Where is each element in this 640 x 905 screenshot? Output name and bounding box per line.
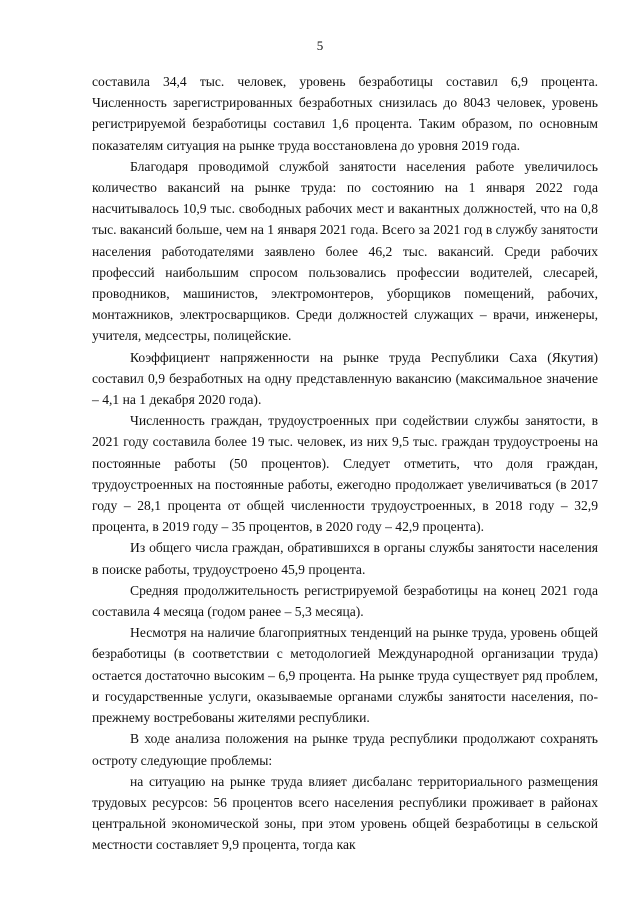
paragraph: Благодаря проводимой службой занятости населения работе увеличилось количество вакансий на рынке труда: по состоянию на 1 января 2022 года насчитывалось 10,9 тыс. свободных рабочих мест и вакантных должностей, что на 0,8 тыс. вакансий больше, чем на 1 января 2021 года. Всего за 2021 год в службу занятости населения работодателями заявлено более 46,2 тыс. вакансий. Среди рабочих профессий наибольшим спросом пользовались профессии водителей, слесарей, проводников, машинистов, электромонтеров, уборщиков помещений, рабочих, монтажников, электросварщиков. Среди должностей служащих – врачи, инженеры, учителя, медсестры, полицейские. bbox=[92, 158, 598, 344]
paragraph: Коэффициент напряженности на рынке труда Республики Саха (Якутия) составил 0,9 безработных на одну представленную вакансию (максимальное значение – 4,1 на 1 декабря 2020 года). bbox=[92, 349, 598, 408]
paragraph: на ситуацию на рынке труда влияет дисбаланс территориального размещения трудовых ресурсов: 56 процентов всего населения республики проживает в районах центральной экономической зоны, при этом уровень общей безработицы в сельской местности составляет 9,9 процента, тогда как bbox=[92, 773, 598, 853]
paragraph: В ходе анализа положения на рынке труда республики продолжают сохранять остроту следующие проблемы: bbox=[92, 731, 598, 768]
paragraph: Численность граждан, трудоустроенных при содействии службы занятости, в 2021 году составила более 19 тыс. человек, из них 9,5 тыс. граждан трудоустроены на постоянные работы (50 процентов). Следует отметить, что доля граждан, трудоустроенных на постоянные работы, ежегодно продолжает увеличиваться (в 2017 году – 28,1 процента от общей численности трудоустроенных, в 2018 году – 32,9 процента, в 2019 году – 35 процентов, в 2020 году – 42,9 процента). bbox=[92, 413, 598, 535]
paragraph: Несмотря на наличие благоприятных тенденций на рынке труда, уровень общей безработицы (в соответствии с методологией Международной организации труда) остается достаточно высоким – 6,9 процента. На рынке труда существует ряд проблем, и государственные услуги, оказываемые органами службы занятости населения, по-прежнему востребованы жителями республики. bbox=[92, 625, 598, 726]
page-number: 5 bbox=[316, 38, 324, 53]
document-body bbox=[92, 71, 598, 856]
paragraph: Средняя продолжительность регистрируемой безработицы на конец 2021 года составила 4 месяца (годом ранее – 5,3 месяца). bbox=[92, 582, 598, 620]
paragraph: Из общего числа граждан, обратившихся в органы службы занятости населения в поиске работы, трудоустроено 45,9 процента. bbox=[92, 540, 598, 577]
paragraph: составила 34,4 тыс. человек, уровень безработицы составил 6,9 процента. Численность зарегистрированных безработных снизилась до 8043 человек, уровень регистрируемой безработицы составил 1,6 процента. Таким образом, по основным показателям ситуация на рынке труда восстановлена до уровня 2019 года. bbox=[92, 74, 598, 153]
